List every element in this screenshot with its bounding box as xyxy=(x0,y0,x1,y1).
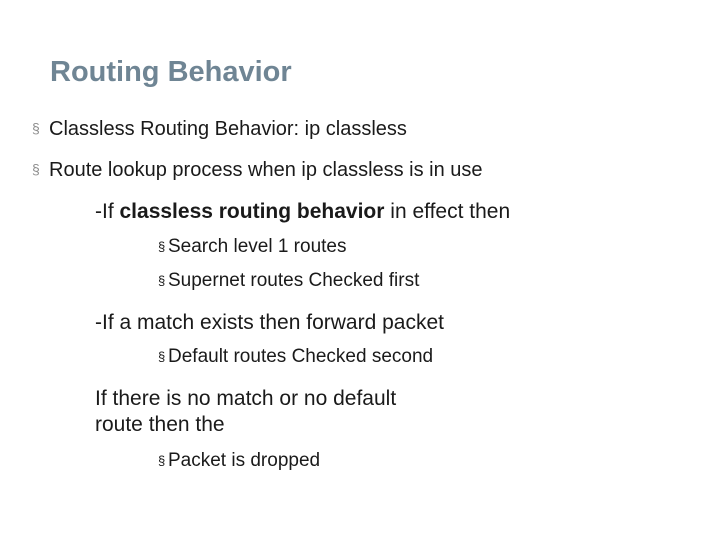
bullet-item-classless xyxy=(32,118,407,141)
slide-title: Routing Behavior xyxy=(50,56,292,88)
bullet-icon: § xyxy=(158,239,166,254)
bullet-text: Classless Routing Behavior: ip classless xyxy=(49,118,407,140)
sub-item-packet-dropped xyxy=(158,450,320,472)
bullet-text: Route lookup process when ip classless is in use xyxy=(49,159,483,181)
sub-item-text: Default routes Checked second xyxy=(168,346,434,367)
sub-heading-match: -If a match exists then forward packet xyxy=(95,311,444,334)
sub-heading-bold: classless routing behavior xyxy=(119,200,385,223)
sub-heading-no-match-line1: If there is no match or no default xyxy=(95,387,397,410)
sub-item-search-level1 xyxy=(158,236,347,258)
bullet-icon: § xyxy=(158,349,166,364)
bullet-item-route-lookup xyxy=(32,159,483,182)
sub-item-text: Supernet routes Checked first xyxy=(168,270,420,291)
sub-item-text: Packet is dropped xyxy=(168,450,321,471)
bullet-icon: § xyxy=(158,273,166,288)
sub-heading-suffix: in effect then xyxy=(384,200,511,223)
sub-item-supernet xyxy=(158,270,419,292)
sub-heading-no-match-line2: route then the xyxy=(95,413,225,436)
sub-item-text: Search level 1 routes xyxy=(168,236,347,257)
bullet-icon: § xyxy=(32,161,40,177)
bullet-icon: § xyxy=(32,120,40,136)
sub-heading-classless xyxy=(95,200,510,224)
sub-heading-prefix: -If xyxy=(95,200,120,223)
bullet-icon: § xyxy=(158,453,166,468)
sub-item-default-routes xyxy=(158,346,433,368)
